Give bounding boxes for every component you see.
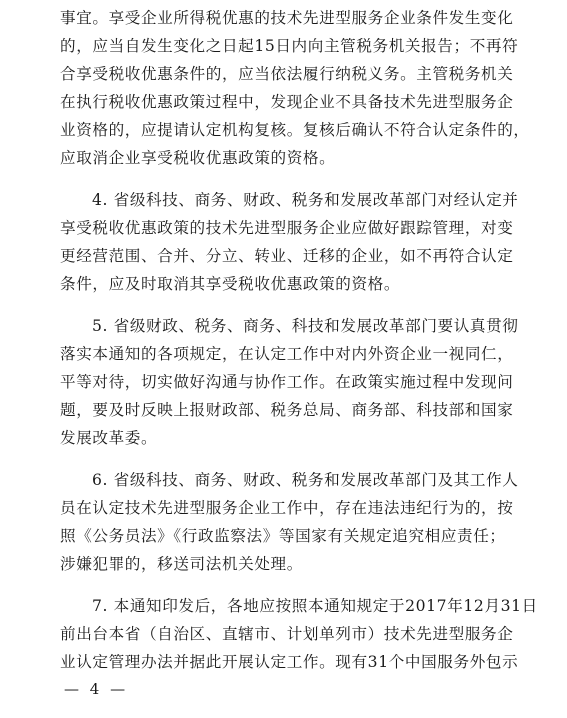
page-number: — 4 — — [64, 680, 129, 698]
text-line: 照《公务员法》《行政监察法》等国家有关规定追究相应责任； — [60, 527, 506, 545]
paragraph-item-7 — [60, 592, 538, 676]
text-line: 的，应当自发生变化之日起15日内向主管税务机关报告；不再符 — [60, 37, 519, 55]
text-line: 7. 本通知印发后，各地应按照本通知规定于2017年12月31日 — [92, 597, 538, 615]
paragraph-item-5 — [60, 312, 530, 452]
text-line: 题，要及时反映上报财政部、税务总局、商务部、科技部和国家 — [60, 401, 514, 419]
text-line: 合享受税收优惠条件的，应当依法履行纳税义务。主管税务机关 — [60, 65, 514, 83]
text-line: 涉嫌犯罪的，移送司法机关处理。 — [60, 555, 303, 573]
text-line: 5. 省级财政、税务、商务、科技和发展改革部门要认真贯彻 — [92, 317, 519, 335]
text-line: 业资格的，应提请认定机构复核。复核后确认不符合认定条件的， — [60, 121, 530, 139]
text-line: 更经营范围、合并、分立、转业、迁移的企业，如不再符合认定 — [60, 247, 514, 265]
text-line: 落实本通知的各项规定，在认定工作中对内外资企业一视同仁， — [60, 345, 514, 363]
text-line: 发展改革委。 — [60, 429, 158, 447]
text-line: 享受税收优惠政策的技术先进型服务企业应做好跟踪管理，对变 — [60, 219, 514, 237]
text-line: 业认定管理办法并据此开展认定工作。现有31个中国服务外包示 — [60, 653, 519, 671]
text-line: 平等对待，切实做好沟通与协作工作。在政策实施过程中发现问 — [60, 373, 514, 391]
document-body — [60, 4, 538, 676]
paragraph-item-6 — [60, 466, 530, 578]
text-line: 条件，应及时取消其享受税收优惠政策的资格。 — [60, 275, 401, 293]
text-line: 6. 省级科技、商务、财政、税务和发展改革部门及其工作人 — [92, 471, 519, 489]
text-line: 前出台本省（自治区、直辖市、计划单列市）技术先进型服务企 — [60, 625, 514, 643]
text-line: 4. 省级科技、商务、财政、税务和发展改革部门对经认定并 — [92, 191, 519, 209]
text-line: 事宜。享受企业所得税优惠的技术先进型服务企业条件发生变化 — [60, 9, 514, 27]
paragraph-conditions-change — [60, 4, 530, 172]
paragraph-item-4 — [60, 186, 530, 298]
text-line: 员在认定技术先进型服务企业工作中，存在违法违纪行为的，按 — [60, 499, 514, 517]
text-line: 应取消企业享受税收优惠政策的资格。 — [60, 149, 336, 167]
text-line: 在执行税收优惠政策过程中，发现企业不具备技术先进型服务企 — [60, 93, 514, 111]
